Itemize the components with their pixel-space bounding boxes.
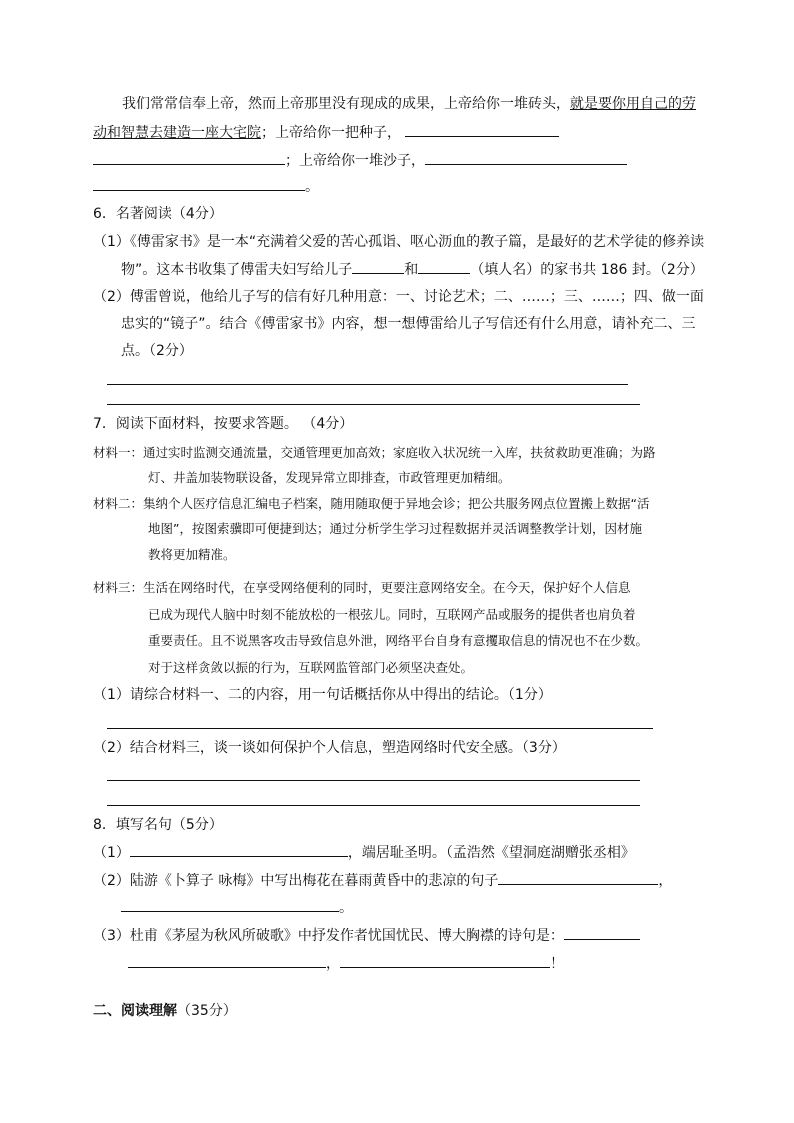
q6-title: 6．名著阅读（4分） <box>93 206 223 222</box>
q7-material-3-line-4: 对于这样贪敛以振的行为，互联网监管部门必须坚决查处。 <box>148 660 474 675</box>
q7-material-2-line-1: 材料二：集纳个人医疗信息汇编电子档案，随用随取便于异地会诊；把公共服务网点位置搬上数据“活 <box>93 496 650 511</box>
answer-blank[interactable] <box>340 953 550 968</box>
section-2-score: （35分） <box>177 1003 237 1019</box>
q7-material-2-line-2: 地图”，按图索骥即可便捷到达；通过分析学生学习过程数据并灵活调整教学计划，因材施 <box>148 521 642 536</box>
answer-blank[interactable] <box>93 150 285 165</box>
intro-line-1 <box>122 94 696 114</box>
answer-blank[interactable] <box>498 870 658 885</box>
q8-item-2-cont <box>121 897 353 918</box>
answer-line[interactable] <box>107 404 640 405</box>
answer-line[interactable] <box>107 384 628 385</box>
q8-text: 。 <box>339 900 353 916</box>
q7-title: 7．阅读下面材料，按要求答题。 （4分） <box>93 416 354 432</box>
intro-text: ；上帝给你一把种子， <box>261 125 401 141</box>
q8-text: ！ <box>550 956 564 972</box>
answer-blank[interactable] <box>93 176 305 191</box>
intro-text: 我们常常信奉上帝，然而上帝那里没有现成的成果，上帝给你一堆砖头， <box>122 96 570 112</box>
q6-text: 物”。这本书收集了傅雷夫妇写给儿子 <box>121 262 353 278</box>
q6-part2-line-3: 点。（2分） <box>121 343 193 359</box>
q7-material-1-line-2: 灯、井盖加装物联设备，发现异常立即排查，市政管理更加精细。 <box>148 470 511 485</box>
answer-blank[interactable] <box>121 897 339 912</box>
answer-line[interactable] <box>107 728 653 729</box>
answer-blank[interactable] <box>128 953 326 968</box>
answer-blank[interactable] <box>405 122 559 137</box>
answer-blank[interactable] <box>564 925 640 940</box>
answer-line[interactable] <box>107 780 640 781</box>
intro-text: 。 <box>305 179 319 195</box>
q6-part2-line-1: （2）傅雷曾说，他给儿子写的信有好几种用意：一、讨论艺术；二、……；三、……；四、做一面 <box>93 289 704 305</box>
q7-material-3-line-2: 已成为现代人脑中时刻不能放松的一根弦儿。同时，互联网产品或服务的提供者也肩负着 <box>148 607 636 622</box>
q6-text: （填人名）的家书共 186 封。（2分） <box>470 262 704 278</box>
q7-material-1-line-1: 材料一：通过实时监测交通流量，交通管理更加高效；家庭收入状况统一入库，扶贫救助更准确；为路 <box>93 445 656 460</box>
q8-item-3 <box>93 925 640 946</box>
q8-text: （3）杜甫《茅屋为秋风所破歌》中抒发作者忧国忧民、博大胸襟的诗句是： <box>93 928 564 944</box>
intro-underlined-text: 动和智慧去建造一座大宅院 <box>93 125 261 141</box>
answer-blank[interactable] <box>352 259 404 274</box>
q7-material-2-line-3: 教将更加精准。 <box>148 547 236 562</box>
q6-part1-line-2 <box>121 259 704 280</box>
section-2-title: 二、阅读理解 <box>93 1003 177 1019</box>
q7-material-3-line-3: 重要责任。且不说黑客攻击导致信息外泄，网络平台自身有意攫取信息的情况也不在少数。 <box>148 633 649 648</box>
q8-item-2 <box>93 870 672 891</box>
intro-line-4 <box>93 176 319 197</box>
q8-title: 8．填写名句（5分） <box>93 817 223 833</box>
q6-part1-line-1: （1）《傅雷家书》是一本“充满着父爱的苦心孤诣、呕心沥血的教子篇，是最好的艺术学徒的修养读 <box>93 234 705 250</box>
q6-part2-line-2: 忠实的“镜子”。结合《傅雷家书》内容，想一想傅雷给儿子写信还有什么用意，请补充二、三 <box>121 316 696 332</box>
q8-text: （2）陆游《卜算子 咏梅》中写出梅花在暮雨黄昏中的悲凉的句子 <box>93 873 499 889</box>
answer-blank[interactable] <box>418 259 470 274</box>
answer-line[interactable] <box>107 805 640 806</box>
q8-text: ，端居耻圣明。（孟浩然《望洞庭湖赠张丞相》 <box>347 845 635 861</box>
q8-text: ， <box>658 873 673 889</box>
answer-blank[interactable] <box>130 842 348 857</box>
answer-blank[interactable] <box>425 150 627 165</box>
q6-text: 和 <box>404 262 419 278</box>
q8-item-3-cont <box>128 953 564 974</box>
q8-text: （1） <box>93 845 130 861</box>
q7-subquestion-1: （1）请综合材料一、二的内容，用一句话概括你从中得出的结论。（1分） <box>93 687 552 703</box>
q7-material-3-line-1: 材料三：生活在网络时代，在享受网络便利的同时，更要注意网络安全。在今天，保护好个人信息 <box>93 580 631 595</box>
intro-text: ；上帝给你一堆沙子， <box>285 153 425 169</box>
q8-item-1 <box>93 842 635 863</box>
q7-subquestion-2: （2）结合材料三，谈一谈如何保护个人信息，塑造网络时代安全感。（3分） <box>93 740 566 756</box>
intro-underlined-text: 就是要你用自己的劳 <box>570 96 696 112</box>
section-2-heading <box>93 1001 237 1021</box>
q8-text: ， <box>326 956 340 972</box>
intro-line-3 <box>93 150 627 171</box>
intro-line-2 <box>93 122 559 143</box>
